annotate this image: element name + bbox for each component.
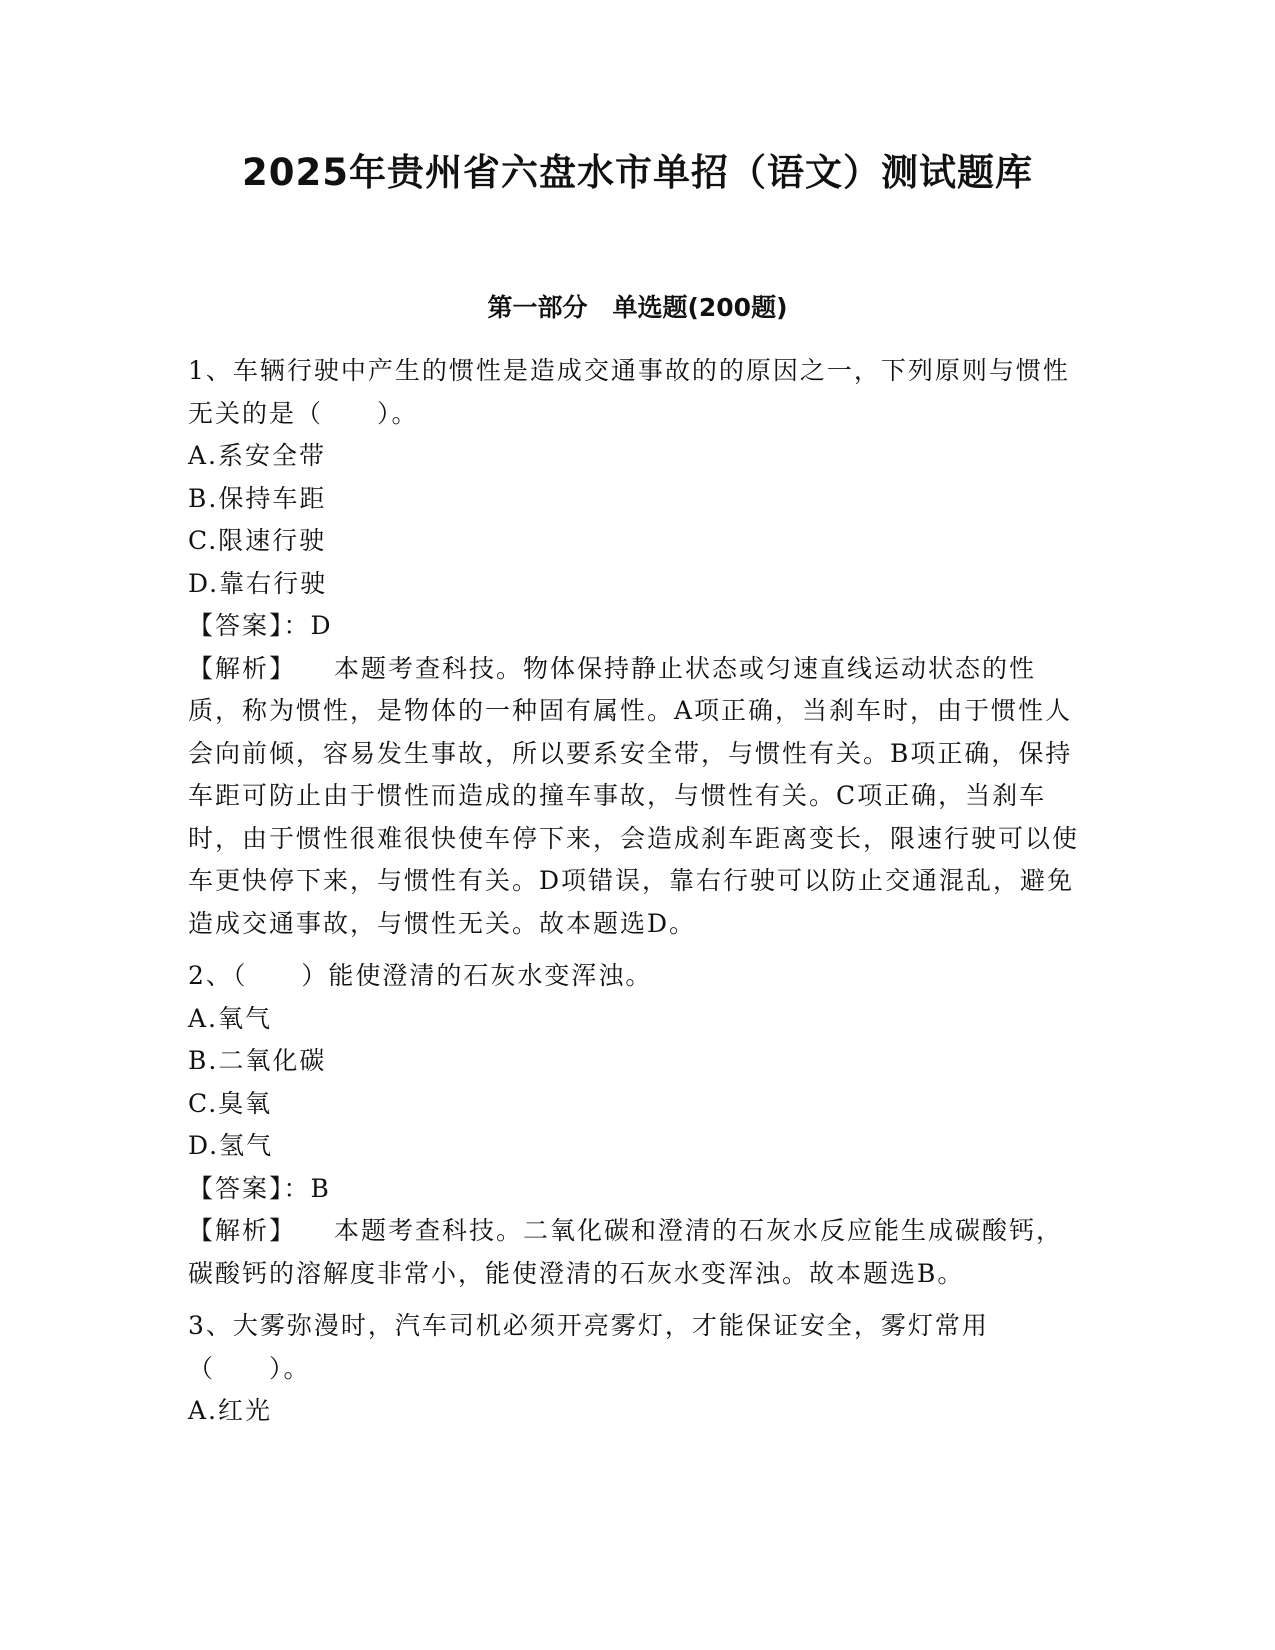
analysis-block: [188, 1210, 1088, 1295]
option-d: D.靠右行驶: [188, 568, 328, 598]
question-stem: 2、（ ）能使澄清的石灰水变浑浊。: [188, 961, 653, 990]
answer-label: 【答案】：: [188, 611, 311, 640]
option-c: C.臭氧: [188, 1088, 273, 1118]
document-title: 2025年贵州省六盘水市单招（语文）测试题库: [242, 151, 1033, 194]
answer-line: [188, 1168, 1088, 1211]
analysis-block: [188, 648, 1088, 946]
section-title: 第一部分 单选题(200题): [487, 293, 788, 322]
answer-line: [188, 605, 1088, 648]
question-list: [188, 350, 1088, 1443]
answer-label: 【答案】：: [188, 1173, 311, 1203]
option-b: B.保持车距: [188, 483, 327, 513]
analysis-text: 本题考查科技。物体保持静止状态或匀速直线运动状态的性质，称为惯性，是物体的一种固有属性。A项正确，当刹车时，由于惯性人会向前倾，容易发生事故，所以要系安全带，与惯性有关。B项正确，保持车距可防止由于惯性而造成的撞车事故，与惯性有关。C项正确，当刹车时，由于惯性很难很快使车停下来，会造成刹车距离变长，限速行驶可以使车更快停下来，与惯性有关。D项错误，靠右行驶可以防止交通混乱，避免造成交通事故，与惯性无关。故本题选D。: [188, 653, 1080, 938]
answer-value: B: [310, 1173, 331, 1203]
question-item: [188, 1305, 1088, 1433]
analysis-label: 【解析】: [188, 1216, 297, 1245]
question-stem: 3、大雾弥漫时，汽车司机必须开亮雾灯，才能保证安全，雾灯常用（ ）。: [188, 1311, 989, 1383]
option-c: C.限速行驶: [188, 526, 327, 555]
question-stem: 1、车辆行驶中产生的惯性是造成交通事故的的原因之一，下列原则与惯性无关的是（ ）。: [188, 356, 1070, 428]
option-a: A.氧气: [188, 1003, 273, 1033]
analysis-label: 【解析】: [188, 653, 297, 683]
analysis-text: 本题考查科技。二氧化碳和澄清的石灰水反应能生成碳酸钙，碳酸钙的溶解度非常小，能使澄清的石灰水变浑浊。故本题选B。: [188, 1216, 1064, 1288]
option-d: D.氢气: [188, 1131, 274, 1160]
answer-value: D: [310, 611, 333, 640]
question-item: [188, 955, 1088, 1295]
option-b: B.二氧化碳: [188, 1046, 327, 1075]
option-a: A.系安全带: [188, 441, 327, 470]
question-item: [188, 350, 1088, 945]
option-a: A.红光: [188, 1396, 273, 1425]
